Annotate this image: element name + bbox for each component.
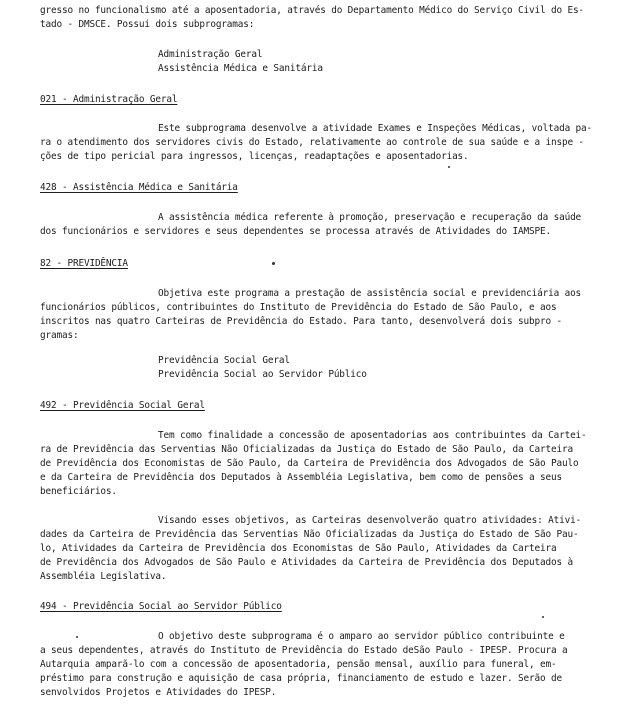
text-line: Visando esses objetivos, as Carteiras desenvolverão quatro atividades: Ativi- — [158, 515, 582, 526]
section-heading-492: 492 - Previdência Social Geral — [40, 400, 205, 411]
text-line: dades da Carteira de Previdência das Serventias Não Oficializadas da Justiça do Estado de São Pau- — [40, 529, 579, 540]
text-line: Assembléia Legislativa. — [40, 571, 167, 582]
text-line: préstimo para construção e aquisição de casa própria, financiamento de estudo e lazer. Serão de — [40, 673, 562, 684]
section-heading-82: 82 - PREVIDÊNCIA — [40, 258, 128, 269]
text-line: e da Carteira de Previdência dos Deputados à Assembléia Legislativa, bem como de pensões a seus — [40, 472, 562, 483]
list-item: Previdência Social Geral — [158, 355, 290, 366]
section-492-paragraph-1 — [40, 429, 608, 499]
text-line: Objetiva este programa a prestação de assistência social e previdenciária aos — [158, 288, 582, 299]
text-line: ções de tipo pericial para ingressos, licenças, readaptações e aposentadorias. — [40, 151, 469, 162]
text-line: ra o atendimento dos servidores civis do Estado, relativamente ao controle de sua saúde e a inspe - — [40, 137, 584, 148]
section-021-paragraph — [40, 122, 608, 164]
section-494-paragraph — [40, 630, 608, 700]
text-line: lo, Atividades da Carteira de Previdência dos Economistas de São Paulo, Atividades da Carteira — [40, 543, 557, 554]
section-492-paragraph-2 — [40, 514, 608, 584]
intro-paragraph — [40, 4, 608, 32]
text-line: Este subprograma desenvolve a atividade Exames e Inspeções Médicas, voltada pa- — [158, 123, 593, 134]
text-line: de Previdência dos Advogados de São Paulo e Atividades da Carteira de Previdência dos Deputados à — [40, 557, 573, 568]
list-item: Assistência Médica e Sanitária — [158, 63, 323, 74]
text-line: tado - DMSCE. Possui dois subprogramas: — [40, 19, 255, 30]
text-line: ra de Previdência das Serventias Não Oficializadas da Justiça do Estado de São Paulo, da Carteira — [40, 444, 573, 455]
section-428-paragraph — [40, 211, 608, 239]
text-line: funcionários públicos, contribuintes do Instituto de Previdência do Estado de São Paulo, e aos — [40, 302, 557, 313]
text-line: a seus dependentes, através do Instituto de Previdência do Estado deSão Paulo - IPESP. Procura a — [40, 645, 568, 656]
text-line: dos funcionários e servidores e seus dependentes se processa através de Atividades do IAMSPE. — [40, 226, 551, 237]
intro-subprogram-list — [158, 48, 630, 76]
text-line: beneficiários. — [40, 486, 117, 497]
scan-speck — [542, 616, 544, 618]
text-line: gresso no funcionalismo até a aposentadoria, através do Departamento Médico do Serviço Civil do Es- — [40, 5, 584, 16]
section-heading-428: 428 - Assistência Médica e Sanitária — [40, 182, 238, 193]
text-line: Tem como finalidade a concessão de aposentadorias aos contribuintes da Cartei- — [158, 430, 587, 441]
text-line: O objetivo deste subprograma é o amparo ao servidor público contribuinte e — [158, 631, 565, 642]
scan-speck — [76, 636, 78, 638]
section-heading-494: 494 - Previdência Social ao Servidor Público — [40, 601, 282, 612]
list-item: Administração Geral — [158, 49, 263, 60]
section-heading-021: 021 - Administração Geral — [40, 94, 178, 105]
text-line: Autarquia amparã-lo com a concessão de aposentadoria, pensão mensal, auxílio para funeral, em- — [40, 659, 557, 670]
text-line: senvolvidos Projetos e Atividades do IPESP. — [40, 687, 277, 698]
scan-speck — [272, 262, 275, 265]
list-item: Previdência Social ao Servidor Público — [158, 369, 367, 380]
section-82-paragraph — [40, 287, 608, 343]
text-line: de Previdência dos Economistas de São Paulo, da Carteira de Previdência dos Advogados de São Paulo — [40, 458, 579, 469]
text-line: A assistência médica referente à promoção, preservação e recuperação da saúde — [158, 212, 582, 223]
text-line: inscritos nas quatro Carteiras de Previdência do Estado. Para tanto, desenvolverá dois subpro - — [40, 316, 562, 327]
scan-speck — [448, 166, 450, 168]
section-82-subprogram-list — [158, 354, 630, 382]
text-line: gramas: — [40, 330, 79, 341]
